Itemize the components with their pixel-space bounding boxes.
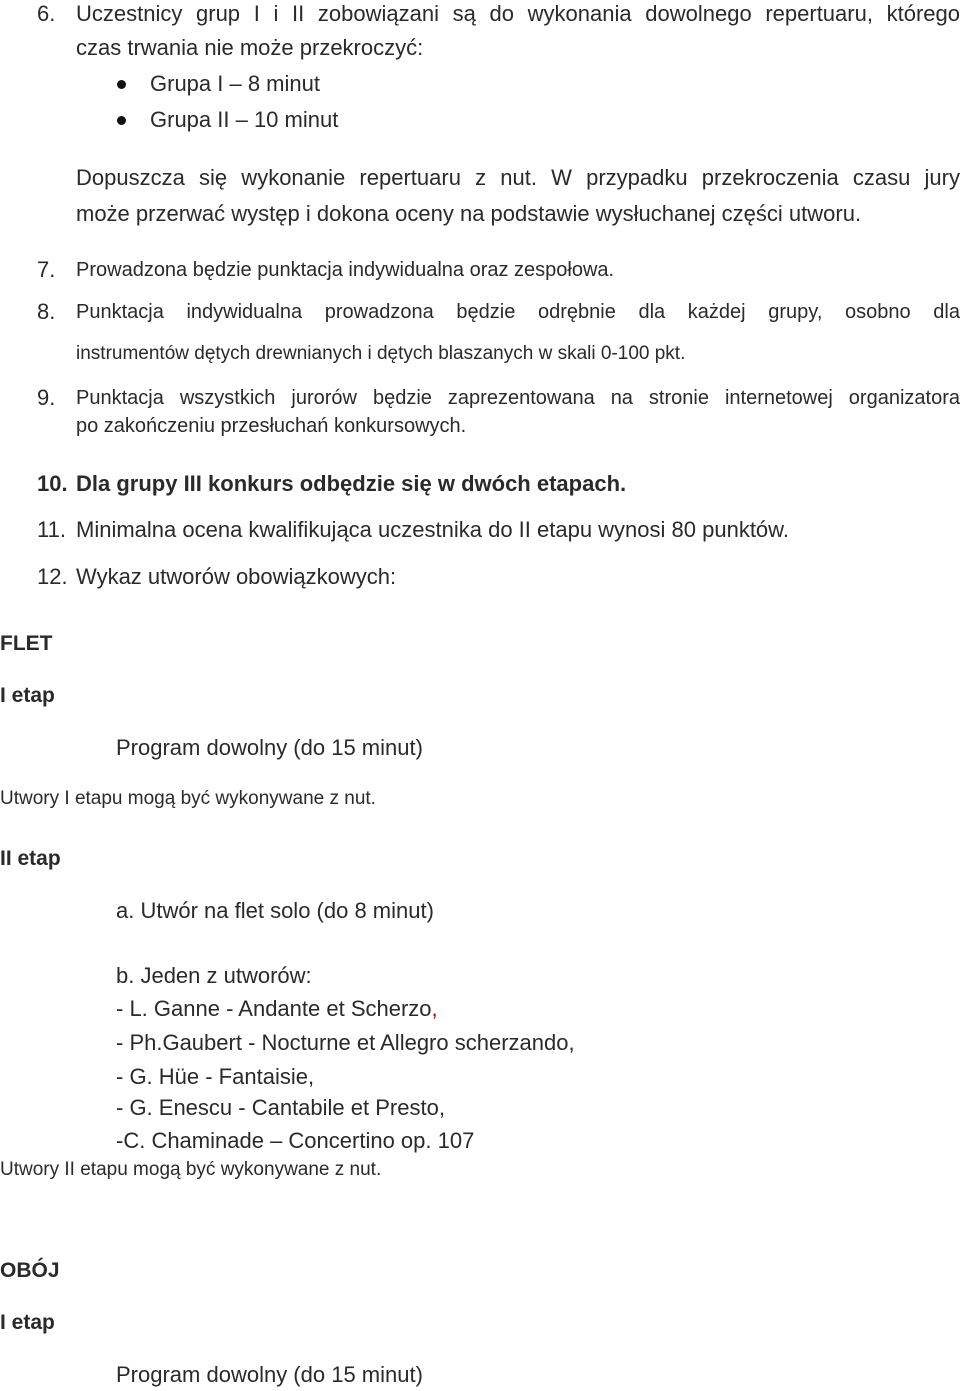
bullet-group-1: Grupa I – 8 minut [150, 71, 320, 96]
item-6-note-2: może przerwać występ i dokona oceny na podstawie wysłuchanej części utworu. [76, 201, 862, 226]
bullet-group-2: Grupa II – 10 minut [150, 107, 339, 132]
flet-etap-1-note: Utwory I etapu mogą być wykonywane z nut. [0, 788, 376, 809]
flet-work-4: - G. Enescu - Cantabile et Presto, [116, 1095, 445, 1120]
item-10-text: Dla grupy III konkurs odbędzie się w dwóch etapach. [76, 471, 627, 496]
item-7-text: Prowadzona będzie punktacja indywidualna oraz zespołowa. [76, 259, 615, 281]
flet-etap-2-heading: II etap [0, 847, 61, 870]
item-12-number: 12. [37, 564, 68, 589]
item-8-line-1: Punktacja indywidualna prowadzona będzie odrębnie dla każdej grupy, osobno dla [76, 301, 960, 323]
item-8-number: 8. [37, 299, 56, 324]
bullet-icon [117, 80, 126, 89]
item-11-text: Minimalna ocena kwalifikująca uczestnika do II etapu wynosi 80 punktów. [76, 517, 789, 542]
flet-work-3: - G. Hüe - Fantaisie, [116, 1064, 315, 1089]
flet-heading: FLET [0, 632, 53, 655]
oboj-program-1: Program dowolny (do 15 minut) [116, 1362, 423, 1387]
oboj-heading: OBÓJ [0, 1259, 60, 1282]
item-7-number: 7. [37, 257, 56, 282]
item-9-number: 9. [37, 385, 56, 410]
flet-etap-1-heading: I etap [0, 684, 55, 707]
bullet-icon [117, 116, 126, 125]
flet-work-2: - Ph.Gaubert - Nocturne et Allegro scherzando, [116, 1030, 575, 1055]
flet-work-1-text: - L. Ganne - Andante et Scherzo [116, 996, 432, 1021]
item-9-line-1: Punktacja wszystkich jurorów będzie zaprezentowana na stronie internetowej organizatora [76, 387, 960, 409]
flet-item-a: a. Utwór na flet solo (do 8 minut) [116, 898, 434, 923]
flet-etap-2-note: Utwory II etapu mogą być wykonywane z nut. [0, 1159, 382, 1180]
flet-program-1: Program dowolny (do 15 minut) [116, 735, 423, 760]
item-6-line-1: Uczestnicy grup I i II zobowiązani są do wykonania dowolnego repertuaru, którego [76, 1, 960, 26]
item-6-note-1: Dopuszcza się wykonanie repertuaru z nut. W przypadku przekroczenia czasu jury [76, 165, 960, 190]
flet-item-b: b. Jeden z utworów: [116, 963, 312, 988]
item-8-line-2: instrumentów dętych drewnianych i dętych blaszanych w skali 0-100 pkt. [76, 343, 686, 364]
item-9-line-2: po zakończeniu przesłuchań konkursowych. [76, 415, 467, 437]
flet-work-1-comma: , [431, 996, 438, 1021]
flet-work-5: -C. Chaminade – Concertino op. 107 [116, 1128, 475, 1153]
flet-work-1 [116, 995, 438, 1023]
oboj-etap-1-heading: I etap [0, 1311, 55, 1334]
item-12-text: Wykaz utworów obowiązkowych: [76, 564, 397, 589]
item-6-number: 6. [37, 1, 56, 26]
item-6-line-2: czas trwania nie może przekroczyć: [76, 35, 424, 60]
item-11-number: 11. [37, 517, 66, 542]
item-10-number: 10. [37, 471, 68, 496]
